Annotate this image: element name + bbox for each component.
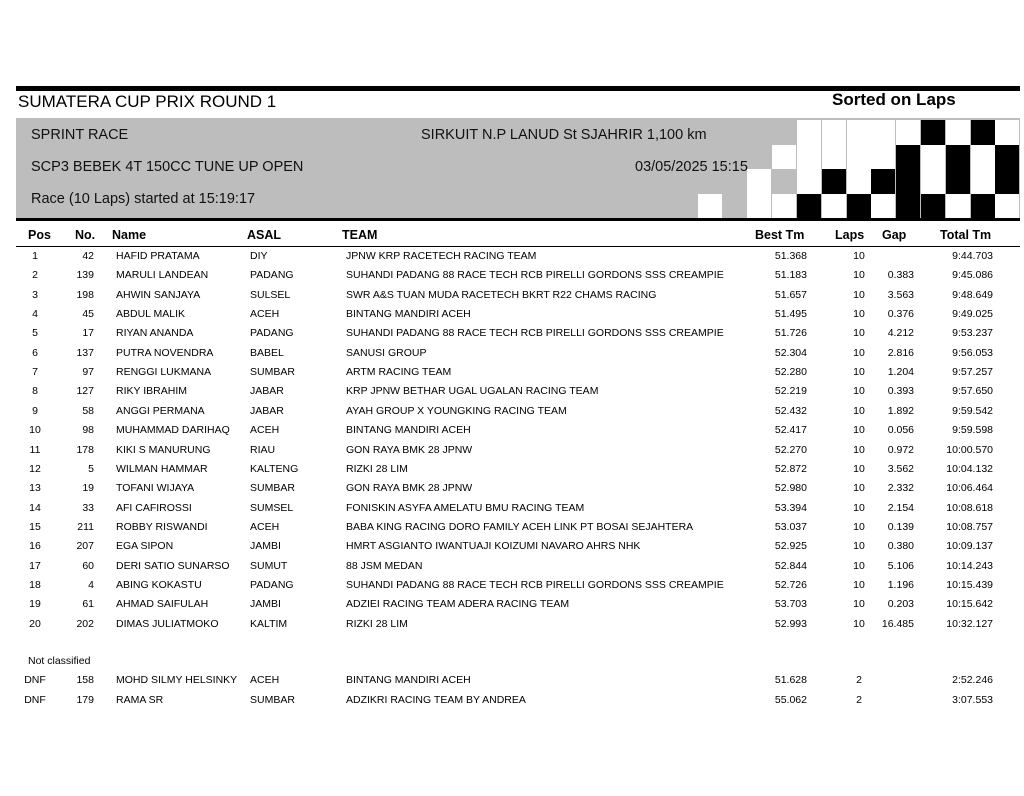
cell-no: 207 — [76, 540, 94, 553]
cell-asal: JAMBI — [250, 540, 281, 553]
table-row — [0, 576, 1024, 595]
cell-asal: SULSEL — [250, 288, 291, 301]
flag-square — [971, 194, 995, 218]
cell-best: 53.703 — [774, 598, 807, 611]
cell-laps: 10 — [853, 366, 865, 379]
flag-square — [797, 145, 821, 170]
flag-square — [995, 120, 1019, 145]
flag-square — [921, 169, 945, 194]
flag-square — [747, 169, 771, 194]
cell-best: 51.726 — [774, 327, 807, 340]
cell-laps: 10 — [853, 462, 865, 475]
event-info-band — [16, 118, 1020, 218]
sort-label: Sorted on Laps — [832, 90, 956, 109]
cell-best: 52.270 — [774, 443, 807, 456]
cell-team: AYAH GROUP X YOUNGKING RACING TEAM — [346, 404, 567, 417]
flag-square — [747, 194, 771, 218]
cell-no: 17 — [82, 327, 94, 340]
band-bottom-rule — [16, 218, 1020, 221]
cell-name: RIYAN ANANDA — [116, 327, 194, 340]
cell-gap: 1.204 — [887, 366, 914, 379]
cell-no: 139 — [76, 269, 94, 282]
cell-asal: JABAR — [250, 404, 284, 417]
cell-pos: 2 — [32, 269, 38, 282]
cell-best: 55.062 — [774, 693, 807, 706]
cell-laps: 10 — [853, 385, 865, 398]
cell-pos: 16 — [29, 540, 41, 553]
table-row — [0, 421, 1024, 440]
cell-asal: ACEH — [250, 520, 280, 533]
flag-square — [971, 169, 995, 194]
cell-best: 51.368 — [774, 250, 807, 262]
cell-name: ROBBY RISWANDI — [116, 520, 208, 533]
cell-total: 10:04.132 — [946, 462, 993, 475]
cell-gap: 0.393 — [887, 385, 914, 398]
cell-no: 60 — [82, 559, 94, 572]
cell-laps: 2 — [856, 674, 862, 686]
cell-pos: 17 — [29, 559, 41, 572]
cell-best: 52.432 — [774, 404, 807, 417]
col-header-name: Name — [112, 228, 147, 242]
table-row — [0, 382, 1024, 401]
cell-best: 51.183 — [774, 269, 807, 282]
cell-asal: PADANG — [250, 578, 294, 591]
cell-best: 53.394 — [774, 501, 807, 514]
cell-gap: 0.203 — [887, 598, 914, 611]
cell-best: 52.980 — [774, 482, 807, 495]
flag-square — [921, 194, 945, 218]
cell-gap: 5.106 — [887, 559, 914, 572]
race-class: SCP3 BEBEK 4T 150CC TUNE UP OPEN — [31, 159, 304, 175]
cell-best: 51.495 — [774, 308, 807, 321]
cell-gap: 2.154 — [887, 501, 914, 514]
cell-asal: SUMSEL — [250, 501, 294, 514]
table-row — [0, 518, 1024, 537]
cell-name: DIMAS JULIATMOKO — [116, 617, 219, 630]
cell-total: 9:57.650 — [952, 385, 993, 398]
cell-laps: 10 — [853, 578, 865, 591]
flag-square — [847, 145, 871, 170]
table-row — [0, 499, 1024, 518]
cell-pos: 18 — [29, 578, 41, 591]
flag-square — [871, 194, 895, 218]
circuit-name: SIRKUIT N.P LANUD St SJAHRIR 1,100 km — [421, 127, 707, 143]
flag-square — [797, 194, 821, 218]
cell-best: 52.304 — [774, 346, 807, 359]
col-header-best: Best Tm — [755, 228, 805, 242]
table-row — [0, 557, 1024, 576]
cell-best: 52.844 — [774, 559, 807, 572]
flag-square — [822, 194, 846, 218]
cell-name: EGA SIPON — [116, 540, 174, 553]
table-row — [0, 324, 1024, 343]
cell-name: RENGGI LUKMANA — [116, 366, 212, 379]
flag-square — [797, 120, 821, 145]
cell-best: 52.280 — [774, 366, 807, 379]
cell-no: 179 — [76, 693, 94, 706]
cell-no: 211 — [77, 520, 94, 533]
flag-square — [946, 194, 970, 218]
cell-best: 52.726 — [774, 578, 807, 591]
table-row — [0, 479, 1024, 498]
flag-square — [995, 169, 1019, 194]
cell-total: 10:15.642 — [946, 598, 993, 611]
cell-laps: 10 — [853, 482, 865, 495]
cell-asal: BABEL — [250, 346, 284, 359]
table-row — [0, 537, 1024, 556]
cell-laps: 10 — [853, 501, 865, 514]
flag-square — [871, 145, 895, 170]
flag-square — [995, 194, 1019, 218]
cell-asal: SUMBAR — [250, 366, 295, 379]
cell-total: 9:56.053 — [952, 346, 993, 359]
cell-team: SUHANDI PADANG 88 RACE TECH RCB PIRELLI GORDONS SSS CREAMPIE — [346, 269, 724, 282]
cell-name: ABING KOKASTU — [116, 578, 202, 591]
cell-laps: 10 — [853, 346, 865, 359]
cell-laps: 10 — [853, 540, 865, 553]
cell-pos: 9 — [32, 404, 38, 417]
flag-square — [971, 120, 995, 145]
cell-pos: 1 — [32, 250, 38, 262]
cell-name: MOHD SILMY HELSINKY — [116, 674, 238, 686]
cell-best: 52.219 — [774, 385, 807, 398]
table-row — [0, 363, 1024, 382]
cell-asal: ACEH — [250, 424, 280, 437]
cell-pos: 14 — [29, 501, 41, 514]
cell-best: 52.993 — [774, 617, 807, 630]
cell-pos: 11 — [29, 443, 41, 456]
cell-gap: 1.892 — [887, 404, 914, 417]
cell-best: 52.872 — [774, 462, 807, 475]
cell-name: AHMAD SAIFULAH — [116, 598, 209, 611]
cell-no: 202 — [76, 617, 94, 630]
cell-laps: 10 — [853, 308, 865, 321]
flag-square — [871, 169, 895, 194]
cell-no: 45 — [82, 308, 94, 321]
cell-laps: 2 — [856, 693, 862, 706]
cell-name: DERI SATIO SUNARSO — [116, 559, 230, 572]
cell-asal: JAMBI — [250, 598, 281, 611]
cell-gap: 16.485 — [881, 617, 914, 630]
cell-team: SUHANDI PADANG 88 RACE TECH RCB PIRELLI GORDONS SSS CREAMPIE — [346, 327, 724, 340]
cell-gap: 0.383 — [887, 269, 914, 282]
cell-team: GON RAYA BMK 28 JPNW — [346, 482, 473, 495]
cell-no: 127 — [76, 385, 94, 398]
cell-asal: SUMUT — [250, 559, 288, 572]
cell-total: 9:48.649 — [952, 288, 993, 301]
cell-name: TOFANI WIJAYA — [116, 482, 195, 495]
flag-square — [847, 194, 871, 218]
cell-team: SWR A&S TUAN MUDA RACETECH BKRT R22 CHAMS RACING — [346, 288, 657, 301]
cell-no: 98 — [82, 424, 94, 437]
cell-laps: 10 — [853, 288, 865, 301]
cell-pos: 3 — [32, 288, 38, 301]
cell-team: SANUSI GROUP — [346, 346, 427, 359]
table-row — [0, 305, 1024, 324]
cell-pos: DNF — [24, 693, 46, 706]
cell-no: 19 — [82, 482, 94, 495]
cell-gap: 2.332 — [887, 482, 914, 495]
checkered-flag-graphic — [673, 118, 1020, 218]
cell-laps: 10 — [853, 598, 865, 611]
cell-total: 10:14.243 — [946, 559, 993, 572]
cell-total: 10:32.127 — [946, 617, 993, 630]
cell-asal: ACEH — [250, 674, 280, 686]
col-header-team: TEAM — [342, 228, 378, 242]
cell-total: 9:59.542 — [952, 404, 993, 417]
session-name: SPRINT RACE — [31, 127, 129, 143]
flag-square — [921, 120, 945, 145]
cell-no: 198 — [76, 288, 94, 301]
cell-laps: 10 — [853, 269, 865, 282]
cell-team: BABA KING RACING DORO FAMILY ACEH LINK PT BOSAI SEJAHTERA — [346, 520, 694, 533]
cell-total: 9:53.237 — [952, 327, 993, 340]
cell-gap: 3.563 — [887, 288, 914, 301]
cell-pos: DNF — [24, 674, 46, 686]
col-header-no: No. — [75, 228, 96, 242]
flag-square — [871, 120, 895, 145]
flag-square — [971, 145, 995, 170]
cell-gap: 0.376 — [887, 308, 914, 321]
cell-asal: PADANG — [250, 269, 294, 282]
cell-total: 10:09.137 — [946, 540, 993, 553]
cell-name: KIKI S MANURUNG — [116, 443, 211, 456]
cell-total: 3:07.553 — [952, 693, 993, 706]
cell-best: 52.417 — [774, 424, 807, 437]
table-row — [0, 595, 1024, 614]
cell-no: 178 — [76, 443, 94, 456]
cell-name: AHWIN SANJAYA — [116, 288, 201, 301]
flag-square — [896, 145, 920, 170]
cell-name: ANGGI PERMANA — [116, 404, 205, 417]
table-row — [0, 671, 1024, 690]
table-row — [0, 615, 1024, 634]
cell-total: 9:44.703 — [952, 250, 993, 262]
cell-best: 51.657 — [774, 288, 807, 301]
cell-total: 9:57.257 — [952, 366, 993, 379]
cell-pos: 13 — [29, 482, 41, 495]
cell-laps: 10 — [853, 404, 865, 417]
cell-pos: 6 — [32, 346, 38, 359]
cell-team: HMRT ASGIANTO IWANTUAJI KOIZUMI NAVARO AHRS NHK — [346, 540, 641, 553]
cell-asal: KALTENG — [250, 462, 299, 475]
flag-square — [822, 145, 846, 170]
flag-square — [772, 194, 796, 218]
cell-pos: 5 — [32, 327, 38, 340]
cell-team: BINTANG MANDIRI ACEH — [346, 424, 471, 437]
cell-team: ADZIKRI RACING TEAM BY ANDREA — [346, 693, 526, 706]
cell-best: 53.037 — [774, 520, 807, 533]
cell-total: 9:45.086 — [952, 269, 993, 282]
cell-team: SUHANDI PADANG 88 RACE TECH RCB PIRELLI GORDONS SSS CREAMPIE — [346, 578, 724, 591]
cell-team: KRP JPNW BETHAR UGAL UGALAN RACING TEAM — [346, 385, 599, 398]
flag-square — [946, 120, 970, 145]
flag-square — [896, 194, 920, 218]
cell-asal: JABAR — [250, 385, 284, 398]
cell-pos: 12 — [29, 462, 41, 475]
cell-total: 10:00.570 — [946, 443, 993, 456]
table-row — [0, 441, 1024, 460]
cell-laps: 10 — [853, 617, 865, 630]
race-info: Race (10 Laps) started at 15:19:17 — [31, 191, 256, 207]
table-row — [0, 247, 1024, 266]
cell-no: 61 — [82, 598, 94, 611]
flag-square — [995, 145, 1019, 170]
cell-team: RIZKI 28 LIM — [346, 462, 408, 475]
cell-laps: 10 — [853, 250, 865, 262]
cell-team: JPNW KRP RACETECH RACING TEAM — [346, 250, 537, 262]
cell-total: 10:08.618 — [946, 501, 993, 514]
cell-asal: ACEH — [250, 308, 280, 321]
table-row — [0, 266, 1024, 285]
cell-no: 158 — [76, 674, 94, 686]
cell-pos: 10 — [29, 424, 41, 437]
flag-square — [847, 120, 871, 145]
flag-square — [946, 169, 970, 194]
cell-name: ABDUL MALIK — [116, 308, 186, 321]
page-title: SUMATERA CUP PRIX ROUND 1 — [18, 92, 277, 111]
cell-asal: KALTIM — [250, 617, 288, 630]
flag-square — [946, 145, 970, 170]
cell-pos: 4 — [32, 308, 38, 321]
cell-pos: 7 — [32, 366, 38, 379]
cell-name: RAMA SR — [116, 693, 164, 706]
cell-gap: 0.380 — [887, 540, 914, 553]
cell-gap: 3.562 — [887, 462, 914, 475]
col-header-asal: ASAL — [247, 228, 282, 242]
cell-best: 52.925 — [774, 540, 807, 553]
col-header-pos: Pos — [28, 228, 51, 242]
cell-total: 10:15.439 — [946, 578, 993, 591]
flag-square — [822, 169, 846, 194]
cell-laps: 10 — [853, 559, 865, 572]
col-header-laps: Laps — [835, 228, 865, 242]
cell-team: ARTM RACING TEAM — [346, 366, 452, 379]
cell-pos: 19 — [29, 598, 41, 611]
table-row — [0, 286, 1024, 305]
cell-pos: 8 — [32, 385, 38, 398]
col-header-gap: Gap — [882, 228, 907, 242]
cell-gap: 1.196 — [887, 578, 914, 591]
not-classified-label: Not classified — [28, 655, 91, 667]
cell-name: MARULI LANDEAN — [116, 269, 209, 282]
cell-asal: RIAU — [250, 443, 276, 456]
table-row — [0, 691, 1024, 710]
cell-team: 88 JSM MEDAN — [346, 559, 423, 572]
cell-pos: 20 — [29, 617, 41, 630]
cell-team: GON RAYA BMK 28 JPNW — [346, 443, 473, 456]
table-row — [0, 344, 1024, 363]
table-row — [0, 460, 1024, 479]
cell-no: 33 — [82, 501, 94, 514]
cell-total: 10:08.757 — [946, 520, 993, 533]
cell-total: 9:49.025 — [952, 308, 993, 321]
cell-team: RIZKI 28 LIM — [346, 617, 408, 630]
cell-asal: DIY — [250, 250, 268, 262]
table-row — [0, 402, 1024, 421]
cell-name: WILMAN HAMMAR — [116, 462, 208, 475]
cell-team: FONISKIN ASYFA AMELATU BMU RACING TEAM — [346, 501, 585, 514]
flag-square — [698, 194, 722, 218]
cell-no: 5 — [88, 462, 94, 475]
cell-team: BINTANG MANDIRI ACEH — [346, 308, 471, 321]
cell-total: 9:59.598 — [952, 424, 993, 437]
cell-laps: 10 — [853, 443, 865, 456]
flag-square — [822, 120, 846, 145]
cell-team: BINTANG MANDIRI ACEH — [346, 674, 471, 686]
cell-no: 97 — [82, 366, 94, 379]
cell-total: 2:52.246 — [952, 674, 993, 686]
cell-laps: 10 — [853, 520, 865, 533]
flag-square — [896, 120, 920, 145]
cell-name: HAFID PRATAMA — [116, 250, 200, 262]
cell-asal: SUMBAR — [250, 482, 295, 495]
flag-square — [797, 169, 821, 194]
cell-team: ADZIEI RACING TEAM ADERA RACING TEAM — [346, 598, 570, 611]
cell-no: 137 — [76, 346, 94, 359]
cell-gap: 0.139 — [887, 520, 914, 533]
cell-asal: SUMBAR — [250, 693, 295, 706]
cell-asal: PADANG — [250, 327, 294, 340]
cell-laps: 10 — [853, 424, 865, 437]
cell-gap: 0.972 — [887, 443, 914, 456]
cell-total: 10:06.464 — [946, 482, 993, 495]
race-datetime: 03/05/2025 15:15 — [635, 159, 748, 175]
cell-best: 51.628 — [774, 674, 807, 686]
cell-no: 4 — [88, 578, 94, 591]
cell-gap: 2.816 — [887, 346, 914, 359]
flag-square — [921, 145, 945, 170]
cell-laps: 10 — [853, 327, 865, 340]
cell-pos: 15 — [29, 520, 41, 533]
cell-gap: 0.056 — [887, 424, 914, 437]
cell-name: MUHAMMAD DARIHAQ — [116, 424, 230, 437]
cell-no: 42 — [82, 250, 94, 262]
cell-gap: 4.212 — [887, 327, 914, 340]
flag-square — [896, 169, 920, 194]
flag-square — [772, 145, 796, 170]
cell-name: AFI CAFIROSSI — [116, 501, 192, 514]
flag-square — [847, 169, 871, 194]
cell-no: 58 — [82, 404, 94, 417]
cell-name: PUTRA NOVENDRA — [116, 346, 214, 359]
col-header-total: Total Tm — [940, 228, 992, 242]
cell-name: RIKY IBRAHIM — [116, 385, 187, 398]
